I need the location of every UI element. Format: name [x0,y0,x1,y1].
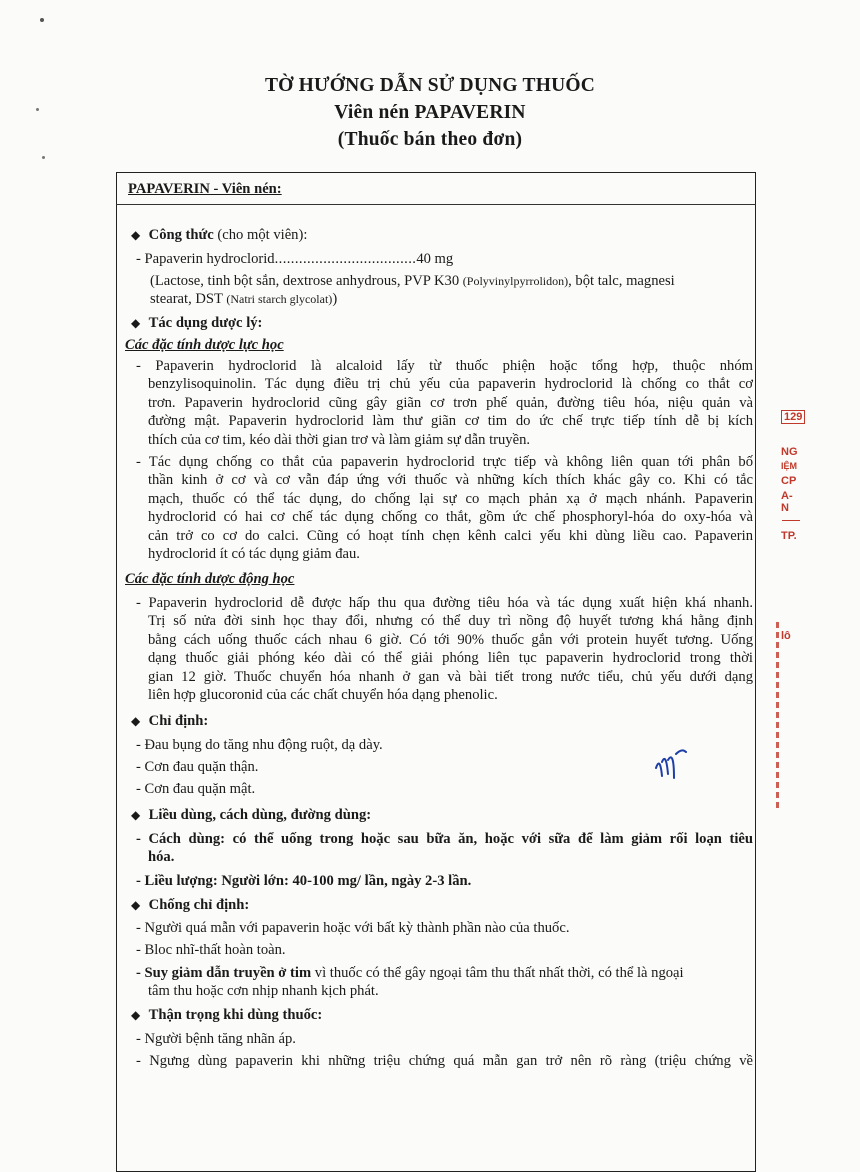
text-line: bằng cách uống thuốc cách nhau 6 giờ. Có tới 90% thuốc gắn với protein huyết tương. Uống [148,632,753,648]
excipients-line-1: (Lactose, tinh bột sắn, dextrose anhydrous, PVP K30 (Polyvinylpyrrolidon), bột talc, magnesi [150,273,675,289]
text-line: trơn. Papaverin hydroclorid cũng gây giãn cơ trơn phế quản, đường tiêu hóa, niệu quản và [148,395,753,411]
excipients-line-2: stearat, DST (Natri starch glycolat)) [150,291,338,307]
stamp-fragment: CP [781,475,797,487]
box-title: PAPAVERIN - Viên nén: [128,181,282,197]
stamp-fragment: TP. [781,530,797,542]
contraindication-item-cont: tâm thu hoặc cơn nhịp nhanh kịch phát. [148,983,379,999]
box-title-separator [116,204,756,205]
stamp-edge [776,622,779,812]
stamp-fragment: lô [781,630,791,642]
formula-item: - Papaverin hydroclorid...................................40 mg [136,251,454,267]
document-title: TỜ HƯỚNG DẪN SỬ DỤNG THUỐC [264,75,596,96]
text-line: mạch, thuốc có thể tác dụng, do chống lại sự co mạch phản xạ ở mạch nhánh. Papaverin [148,491,753,507]
formula-heading: ◆ Công thức (cho một viên): [131,227,308,243]
text-line: hydroclorid có hai cơ chế tác dụng chống co thắt, gồm ức chế phosphoryl-hóa do oxy-hóa và [148,509,753,525]
diamond-bullet-icon: ◆ [131,228,141,242]
pharmacodynamics-heading: Các đặc tính dược lực học [125,337,284,353]
contraindication-item: - Suy giảm dẫn truyền ở tim vì thuốc có thể gây ngoại tâm thu thất nhất thời, có thể là ngoại [136,965,684,981]
prescription-note: (Thuốc bán theo đơn) [337,129,523,150]
usage-instruction: - Cách dùng: có thể uống trong hoặc sau bữa ăn, hoặc với sữa để làm giảm rối loạn tiêu [136,831,753,847]
pharmacokinetics-heading: Các đặc tính dược động học [125,571,295,587]
dosage-heading: ◆ Liều dùng, cách dùng, đường dùng: [131,807,372,823]
text-line: cản trở co cơ do calci. Cũng có hoạt tính chẹn kênh calci yếu khi dùng liều cao. Papaverin [148,528,753,544]
product-name: Viên nén PAPAVERIN [334,102,526,123]
text-line: liên hợp glucoronid của các chất chuyển hóa dạng phenolic. [148,687,498,703]
stamp-edge [782,520,800,521]
stamp-fragment: 129 [781,410,805,424]
handwritten-initials [652,748,692,784]
text-line: Trị số nửa đời sinh học thay đổi, nhưng có thể duy trì nồng độ huyết tương khá hằng định [148,613,753,629]
text-line: thần kinh ở cơ và cơ vẫn đáp ứng với thuốc và những kích thích khác gây co. Khi có tắc [148,472,753,488]
text-line: - Papaverin hydroclorid là alcaloid lấy từ thuốc phiện hoặc tổng hợp, thuộc nhóm [136,358,753,374]
text-line: dạng thuốc giải phóng kéo dài có thể giải phóng liên tục papaverin hydroclorid trong thời [148,650,753,666]
document-title-block [0,72,860,153]
text-line: thích của cơ tim, kéo dài thời gian trơ và làm giảm sự dẫn truyền. [148,432,531,448]
contraindication-item: - Bloc nhĩ-thất hoàn toàn. [136,942,286,958]
text-line: - Papaverin hydroclorid dễ được hấp thu qua đường tiêu hóa và tác dụng xuất hiện khá nhanh. [136,595,753,611]
pharmacology-heading: ◆ Tác dụng dược lý: [131,315,263,331]
text-line: - Tác dụng chống co thắt của papaverin hydroclorid trực tiếp và không liên quan tới phân bố [136,454,753,470]
dose-instruction: - Liều lượng: Người lớn: 40-100 mg/ lần, ngày 2-3 lần. [136,873,472,889]
indication-item: - Đau bụng do tăng nhu động ruột, dạ dày. [136,737,383,753]
text-line: gian 12 giờ. Thuốc chuyển hóa nhanh ở gan và bài tiết trong nước tiểu, chủ yếu dưới dạng [148,669,753,685]
precautions-heading: ◆ Thận trọng khi dùng thuốc: [131,1007,323,1023]
indication-item: - Cơn đau quặn thận. [136,759,259,775]
diamond-bullet-icon: ◆ [131,316,141,330]
scan-speck [42,156,45,159]
diamond-bullet-icon: ◆ [131,714,141,728]
contraindications-heading: ◆ Chống chỉ định: [131,897,250,913]
scan-speck [40,18,44,22]
diamond-bullet-icon: ◆ [131,808,141,822]
text-line: hydroclorid ít có tác dụng giảm đau. [148,546,360,562]
contraindication-item: - Người quá mẫn với papaverin hoặc với bất kỳ thành phần nào của thuốc. [136,920,570,936]
stamp-fragment: IỆM [781,461,798,471]
stamp-fragment: NG [781,446,798,458]
text-line: đường mật. Papaverin hydroclorid làm thư giãn cơ tim do ức chế trực tiếp tính dễ bị kích [148,413,753,429]
precaution-item: - Ngưng dùng papaverin khi những triệu chứng quá mẫn gan trở nên rõ ràng (triệu chứng về [136,1053,753,1069]
indication-item: - Cơn đau quặn mật. [136,781,256,797]
indications-heading: ◆ Chỉ định: [131,713,209,729]
diamond-bullet-icon: ◆ [131,898,141,912]
text-line: benzylisoquinolin. Tác dụng điều trị chủ yếu của papaverin hydroclorid là chống co thắt cơ [148,376,753,392]
usage-instruction-cont: hóa. [148,849,175,865]
diamond-bullet-icon: ◆ [131,1008,141,1022]
precaution-item: - Người bệnh tăng nhãn áp. [136,1031,296,1047]
stamp-fragment: A-N [781,490,793,514]
